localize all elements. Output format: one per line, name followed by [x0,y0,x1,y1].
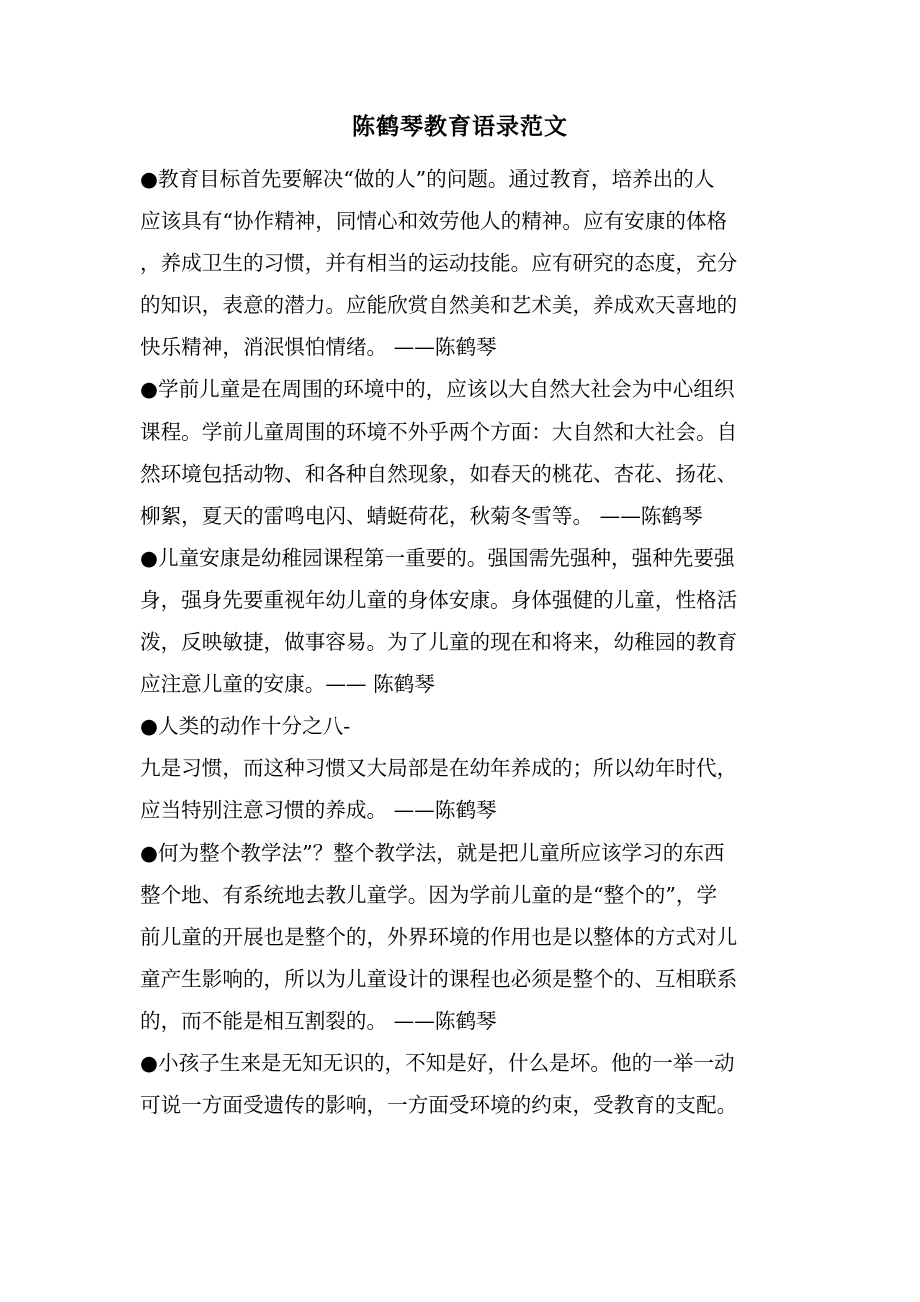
text-line: ●何为整个教学法”？整个教学法，就是把儿童所应该学习的东西 [140,840,725,865]
text-line: 应当特别注意习惯的养成。 ——陈鹤琴 [140,798,497,823]
text-line: ●小孩子生来是无知无识的，不知是好，什么是坏。他的一举一动 [140,1050,735,1075]
text-line: 的知识，表意的潜力。应能欣赏自然美和艺术美，养成欢天喜地的 [140,293,738,318]
text-line: ●教育目标首先要解决“做的人”的问题。通过教育，培养出的人 [140,167,715,191]
text-line: 整个地、有系统地去教儿童学。因为学前儿童的是“整个的”，学 [140,882,718,907]
document-body [140,158,780,1126]
quote-paragraph-3 [140,537,780,705]
text-line: ，养成卫生的习惯，并有相当的运动技能。应有研究的态度，充分 [140,251,738,276]
text-line: 前儿童的开展也是整个的，外界环境的作用也是以整体的方式对儿 [140,924,738,949]
text-line: 应该具有“协作精神，同情心和效劳他人的精神。应有安康的体格 [140,209,728,234]
text-line: 课程。学前儿童周围的环境不外乎两个方面：大自然和大社会。自 [140,419,738,444]
text-line: 身，强身先要重视年幼儿童的身体安康。身体强健的儿童，性格活 [140,587,738,612]
quote-paragraph-1 [140,158,780,368]
text-line: 泼，反映敏捷，做事容易。为了儿童的现在和将来，幼稚园的教育 [140,630,738,655]
text-line: 童产生影响的，所以为儿童设计的课程也必须是整个的、互相联系 [140,966,738,991]
text-line: 然环境包括动物、和各种自然现象，如春天的桃花、杏花、扬花、 [140,461,738,486]
text-line: ●人类的动作十分之八- [140,714,351,739]
text-line: ●儿童安康是幼稚园课程第一重要的。强国需先强种，强种先要强 [140,545,735,570]
document-title: 陈鹤琴教育语录范文 [352,113,568,140]
text-line: ●学前儿童是在周围的环境中的，应该以大自然大社会为中心组织 [140,377,735,402]
quote-paragraph-6 [140,1042,780,1126]
text-line: 快乐精神，消泯惧怕情绪。 ——陈鹤琴 [140,335,497,360]
text-line: 的，而不能是相互割裂的。 ——陈鹤琴 [140,1008,497,1033]
quote-paragraph-4 [140,705,780,831]
text-line: 柳絮，夏天的雷鸣电闪、蜻蜓荷花，秋菊冬雪等。 ——陈鹤琴 [140,503,703,528]
text-line: 可说一方面受遗传的影响，一方面受环境的约束，受教育的支配。 [140,1093,738,1118]
quote-paragraph-2 [140,368,780,536]
text-line: 九是习惯，而这种习惯又大局部是在幼年养成的；所以幼年时代， [140,756,738,781]
text-line: 应注意儿童的安康。—— 陈鹤琴 [140,672,435,697]
quote-paragraph-5 [140,832,780,1042]
